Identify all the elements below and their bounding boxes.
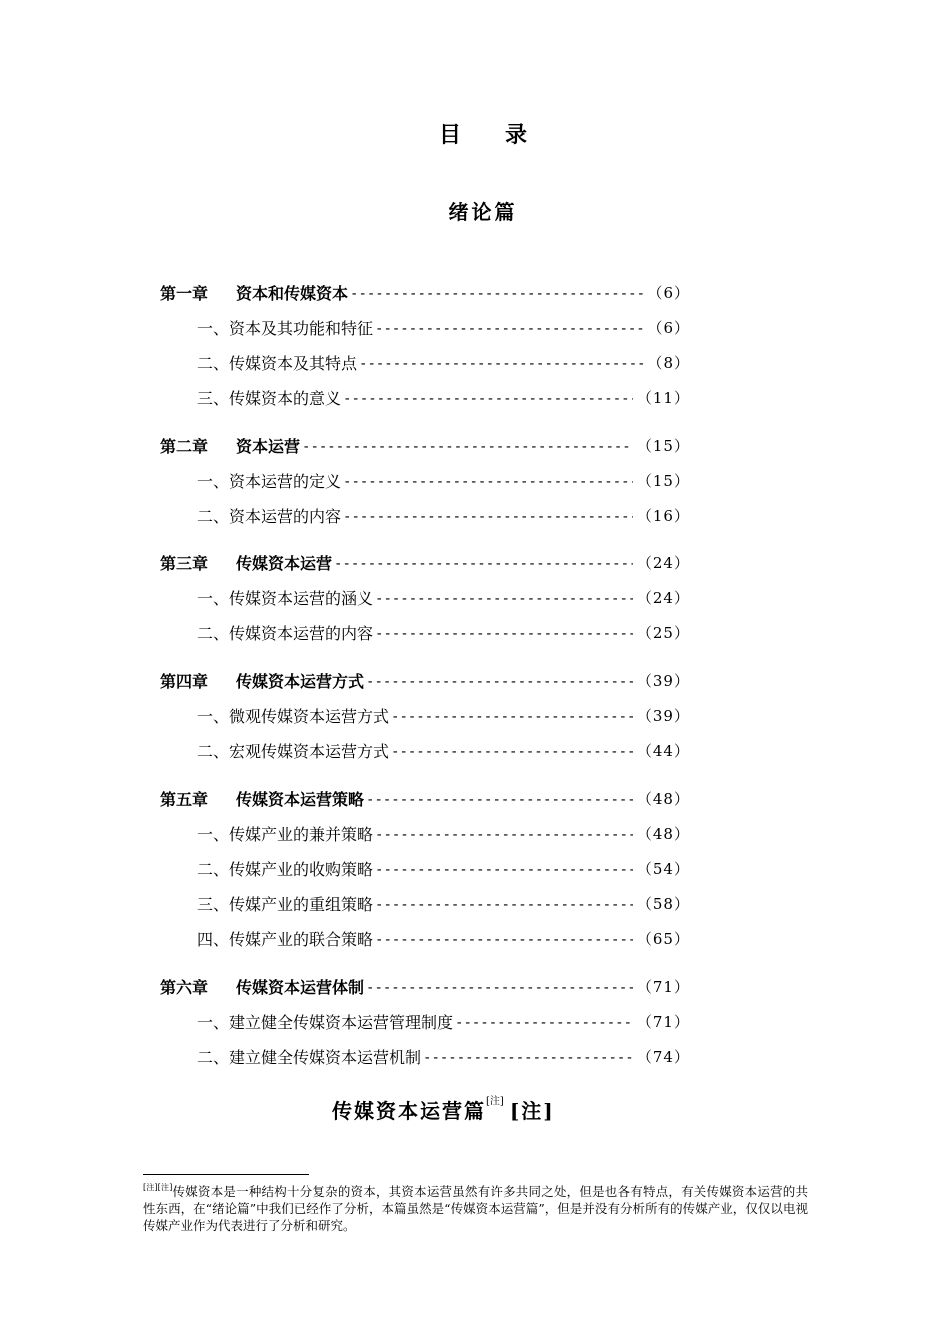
toc-page-number: （25） [636,623,690,642]
toc-leader-dashes [375,929,633,948]
toc-page-value: 25 [652,623,674,642]
toc-entry-label: 一、传媒资本运营的涵义 [197,588,374,608]
toc-page-value: 15 [652,471,674,490]
part-heading-note-mark: [注] [509,1099,555,1123]
toc-section-entry[interactable] [197,586,690,608]
toc-page-value: 24 [652,588,674,607]
toc-page-number: （44） [636,741,690,760]
toc-entry-label: 二、建立健全传媒资本运营机制 [197,1047,422,1067]
toc-leader-dashes [423,1047,633,1066]
toc-section-entry[interactable] [197,739,690,761]
toc-section-entry[interactable] [197,927,690,949]
toc-entry-label: 传媒资本运营 [236,553,333,573]
toc-leader-dashes [343,388,633,407]
toc-page-number: （24） [636,588,690,607]
toc-page-number: （8） [647,353,690,372]
toc-entry-label: 二、宏观传媒资本运营方式 [197,741,390,761]
toc-entry-label: 一、建立健全传媒资本运营管理制度 [197,1012,454,1032]
toc-chapter-entry[interactable] [160,281,690,303]
toc-page-number: （54） [636,859,690,878]
toc-section-entry[interactable] [197,1045,690,1067]
toc-page-number: （74） [636,1047,690,1066]
toc-leader-dashes [375,894,633,913]
toc-leader-dashes [375,859,633,878]
toc-page-number: （15） [636,471,690,490]
toc-title [0,118,950,149]
toc-page-value: 44 [652,741,674,760]
toc-entry-label: 三、传媒产业的重组策略 [197,894,374,914]
toc-entry-label: 二、传媒产业的收购策略 [197,859,374,879]
toc-page-number: （15） [636,436,690,455]
toc-leader-dashes [343,471,633,490]
toc-page-value: 24 [652,553,674,572]
toc-page-number: （48） [636,789,690,808]
toc-leader-dashes [455,1012,633,1031]
toc-page-value: 11 [652,388,674,407]
toc-section-entry[interactable] [197,386,690,408]
toc-entry-label: 一、资本运营的定义 [197,471,342,491]
part-heading-footnote-ref: [注] [486,1096,504,1108]
toc-section-entry[interactable] [197,316,690,338]
toc-entry-label: 资本运营 [236,436,301,456]
toc-page-number: （58） [636,894,690,913]
toc-page-value: 16 [652,506,674,525]
toc-page-value: 71 [652,977,674,996]
toc-leader-dashes [375,824,633,843]
toc-page-number: （39） [636,671,690,690]
footnote-text: 传媒资本是一种结构十分复杂的资本，其资本运营虽然有许多共同之处，但是也各有特点，有关传媒资本运营的共性东西，在“绪论篇”中我们已经作了分析，本篇虽然是“传媒资本运营篇”，但是并没有分析所有的传媒产业，仅仅以电视传媒产业作为代表进行了分析和研究。 [143,1184,808,1234]
section-heading: 绪论篇 [448,200,518,224]
toc-page-value: 71 [652,1012,674,1031]
toc-page-value: 39 [652,671,674,690]
toc-chapter-number: 第一章 [160,283,209,303]
toc-leader-dashes [366,671,633,690]
toc-entry-label: 一、微观传媒资本运营方式 [197,706,390,726]
toc-chapter-entry[interactable] [160,669,690,691]
toc-leader-dashes [375,588,633,607]
toc-entry-label: 传媒资本运营体制 [236,977,365,997]
toc-chapter-number: 第二章 [160,436,209,456]
toc-page-number: （65） [636,929,690,948]
toc-section-entry[interactable] [197,351,690,373]
toc-leader-dashes [350,283,643,302]
toc-section-entry[interactable] [197,469,690,491]
toc-entry-label: 传媒资本运营方式 [236,671,365,691]
toc-page-value: 15 [652,436,674,455]
toc-entry-label: 一、传媒产业的兼并策略 [197,824,374,844]
toc-page-value: 65 [652,929,674,948]
toc-chapter-entry[interactable] [160,787,690,809]
toc-leader-dashes [334,553,633,572]
toc-entry-label: 二、传媒资本及其特点 [197,353,358,373]
toc-entry-label: 四、传媒产业的联合策略 [197,929,374,949]
toc-page-number: （24） [636,553,690,572]
toc-leader-dashes [343,506,633,525]
toc-section-entry[interactable] [197,892,690,914]
toc-entry-label: 一、资本及其功能和特征 [197,318,374,338]
toc-chapter-entry[interactable] [160,434,690,456]
toc-title-right: 录 [505,122,532,148]
toc-section-entry[interactable] [197,621,690,643]
toc-leader-dashes [391,706,633,725]
toc-section-entry[interactable] [197,504,690,526]
toc-chapter-number: 第五章 [160,789,209,809]
toc-entry-label: 二、传媒资本运营的内容 [197,623,374,643]
toc-page-number: （39） [636,706,690,725]
toc-page-value: 54 [652,859,674,878]
toc-chapter-entry[interactable] [160,975,690,997]
toc-page-value: 48 [652,789,674,808]
part-heading-text: 传媒资本运营篇 [332,1099,486,1123]
toc-entry-label: 资本和传媒资本 [236,283,349,303]
toc-entry-label: 二、资本运营的内容 [197,506,342,526]
toc-title-left: 目 [438,122,465,148]
toc-chapter-number: 第三章 [160,553,209,573]
toc-page-value: 58 [652,894,674,913]
toc-entry-label: 三、传媒资本的意义 [197,388,342,408]
toc-chapter-entry[interactable] [160,551,690,573]
toc-page-number: （71） [636,977,690,996]
toc-page-number: （6） [647,318,690,337]
toc-leader-dashes [366,789,633,808]
toc-chapter-number: 第六章 [160,977,209,997]
footnote-rule [143,1174,309,1175]
toc-leader-dashes [375,318,643,337]
toc-page-value: 8 [663,353,674,372]
toc-leader-dashes [375,623,633,642]
toc-page-value: 39 [652,706,674,725]
toc-section-entry[interactable] [197,704,690,726]
toc-leader-dashes [391,741,633,760]
toc-page-number: （6） [647,283,690,302]
footnote-marks: [注][注] [143,1183,173,1192]
toc-entry-label: 传媒资本运营策略 [236,789,365,809]
toc-section-entry[interactable] [197,857,690,879]
toc-chapter-number: 第四章 [160,671,209,691]
footnote [143,1180,808,1234]
part-heading [332,1095,632,1124]
toc-leader-dashes [366,977,633,996]
toc-page-number: （16） [636,506,690,525]
toc-page-number: （11） [636,388,690,407]
toc-section-entry[interactable] [197,822,690,844]
toc-page-value: 6 [663,318,674,337]
toc-page-value: 6 [663,283,674,302]
toc-page-value: 48 [652,824,674,843]
toc-leader-dashes [359,353,643,372]
toc-section-entry[interactable] [197,1010,690,1032]
toc-page-value: 74 [652,1047,674,1066]
toc-page-number: （48） [636,824,690,843]
toc-page-number: （71） [636,1012,690,1031]
toc-leader-dashes [302,436,633,455]
